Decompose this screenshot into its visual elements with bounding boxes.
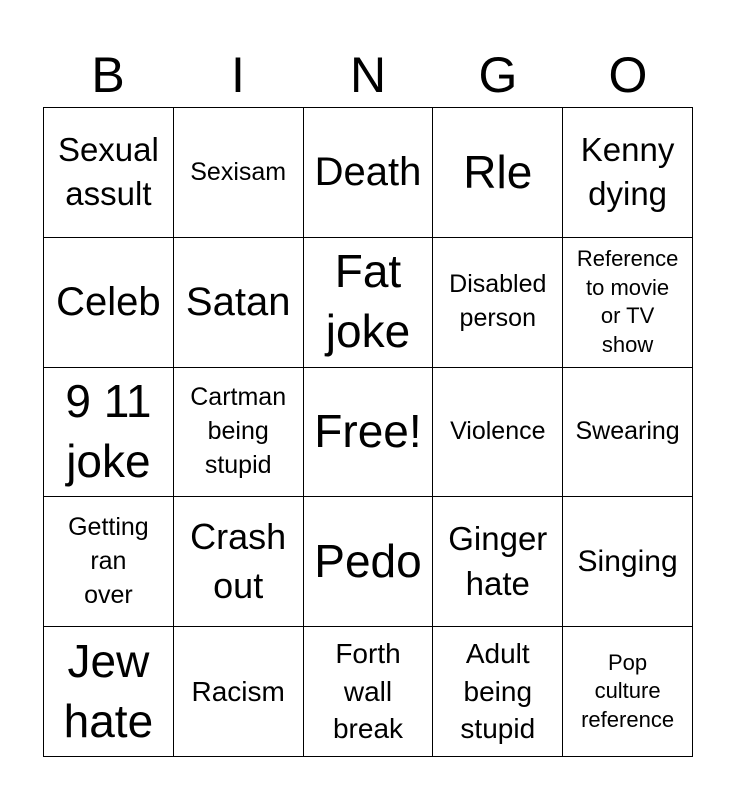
bingo-board bbox=[43, 107, 693, 757]
cell-text: Sexual assult bbox=[57, 130, 159, 213]
cell-text: Swearing bbox=[575, 417, 680, 446]
cell-text: Disabled person bbox=[449, 270, 547, 333]
header-letter-g: G bbox=[478, 47, 518, 103]
cell-text: Violence bbox=[450, 417, 546, 446]
cell-text: Celeb bbox=[56, 280, 161, 325]
cell-text: Rle bbox=[463, 145, 533, 198]
bingo-cell[interactable] bbox=[304, 368, 434, 498]
cell-text: Singing bbox=[577, 544, 678, 578]
cell-text: Crash out bbox=[190, 516, 287, 606]
cell-text: Reference to movie or TV show bbox=[576, 246, 679, 357]
cell-text: Satan bbox=[185, 280, 291, 325]
bingo-header bbox=[43, 42, 693, 108]
bingo-cell[interactable] bbox=[304, 497, 434, 627]
cell-text: Getting ran over bbox=[68, 513, 149, 609]
bingo-cell[interactable] bbox=[433, 368, 563, 498]
cell-text: Racism bbox=[191, 675, 285, 707]
bingo-cell[interactable] bbox=[433, 497, 563, 627]
bingo-cell[interactable] bbox=[563, 238, 693, 368]
bingo-cell[interactable] bbox=[304, 627, 434, 757]
bingo-cell[interactable] bbox=[433, 238, 563, 368]
header-letter-b: B bbox=[91, 47, 125, 103]
cell-text: Adult being stupid bbox=[460, 637, 536, 745]
bingo-cell[interactable] bbox=[433, 627, 563, 757]
cell-text: Ginger hate bbox=[448, 520, 548, 602]
bingo-cell[interactable] bbox=[44, 238, 174, 368]
cell-text: Jew hate bbox=[63, 634, 154, 747]
bingo-cell[interactable] bbox=[174, 368, 304, 498]
cell-text: Death bbox=[314, 150, 422, 195]
bingo-cell[interactable] bbox=[563, 108, 693, 238]
bingo-cell[interactable] bbox=[44, 627, 174, 757]
header-letter-i: I bbox=[231, 47, 245, 103]
cell-text: Pedo bbox=[314, 535, 422, 588]
bingo-cell[interactable] bbox=[174, 497, 304, 627]
bingo-cell[interactable] bbox=[433, 108, 563, 238]
bingo-cell[interactable] bbox=[563, 627, 693, 757]
bingo-cell[interactable] bbox=[304, 108, 434, 238]
cell-text: Free! bbox=[314, 405, 422, 458]
bingo-cell[interactable] bbox=[563, 497, 693, 627]
bingo-cell[interactable] bbox=[44, 368, 174, 498]
cell-text: Fat joke bbox=[325, 245, 411, 358]
cell-text: Pop culture reference bbox=[581, 649, 675, 732]
cell-text: Sexisam bbox=[190, 157, 287, 186]
bingo-cell[interactable] bbox=[44, 108, 174, 238]
header-letter-o: O bbox=[608, 47, 648, 103]
bingo-cell[interactable] bbox=[174, 627, 304, 757]
cell-text: Kenny dying bbox=[580, 130, 675, 213]
cell-text: Cartman being stupid bbox=[190, 383, 287, 479]
bingo-cell[interactable] bbox=[44, 497, 174, 627]
bingo-cell[interactable] bbox=[174, 238, 304, 368]
cell-text: 9 11 joke bbox=[65, 375, 152, 487]
cell-text: Forth wall break bbox=[332, 637, 404, 745]
bingo-cell[interactable] bbox=[304, 238, 434, 368]
bingo-cell[interactable] bbox=[563, 368, 693, 498]
header-letter-n: N bbox=[349, 47, 387, 103]
bingo-cell[interactable] bbox=[174, 108, 304, 238]
